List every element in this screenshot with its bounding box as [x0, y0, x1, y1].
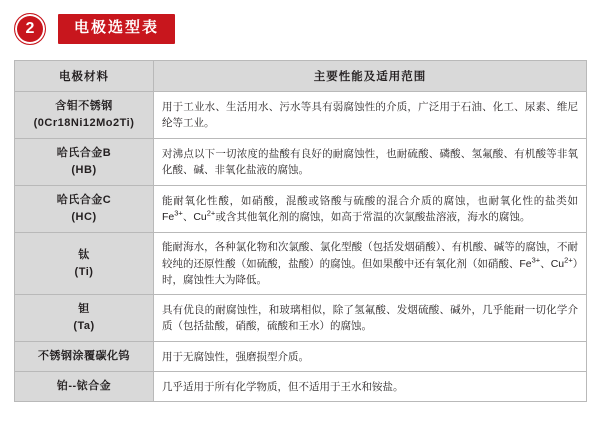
cell-material	[15, 92, 154, 139]
table-row	[15, 139, 587, 186]
material-code: (Ti)	[74, 265, 94, 278]
section-number-badge: 2	[14, 13, 46, 45]
cell-description: 用于工业水、生活用水、污水等具有弱腐蚀性的介质，广泛用于石油、化工、尿素、维尼纶等工业。	[154, 92, 587, 139]
table-row	[15, 233, 587, 295]
cell-material	[15, 233, 154, 295]
material-code: (HB)	[71, 164, 97, 177]
table-body	[15, 92, 587, 402]
cell-description: 用于无腐蚀性，强磨损型介质。	[154, 342, 587, 372]
electrode-selection-table	[14, 60, 587, 402]
material-name: 哈氏合金C	[56, 194, 112, 207]
cell-description: 几乎适用于所有化学物质，但不适用于王水和铵盐。	[154, 372, 587, 402]
cell-description: 能耐氧化性酸，如硝酸，混酸或铬酸与硫酸的混合介质的腐蚀，也耐氧化性的盐类如$Fe^{3+}$、$Cu^{2+}$或含其他氧化剂的腐蚀，如高于常温的次氯酸盐溶液，海水的腐蚀。	[154, 186, 587, 233]
table-header-row	[15, 61, 587, 92]
material-code: (Ta)	[73, 320, 95, 333]
material-name: 钛	[78, 248, 90, 261]
cell-description: 具有优良的耐腐蚀性，和玻璃相似，除了氢氟酸、发烟硫酸、碱外，几乎能耐一切化学介质（包括盐酸，硝酸，硫酸和王水）的腐蚀。	[154, 295, 587, 342]
table-row	[15, 92, 587, 139]
cell-description: 对沸点以下一切浓度的盐酸有良好的耐腐蚀性，也耐硫酸、磷酸、氢氟酸、有机酸等非氧化酸、碱、非氧化盐液的腐蚀。	[154, 139, 587, 186]
material-name: 铂--铱合金	[56, 380, 112, 393]
cell-material	[15, 139, 154, 186]
material-name: 哈氏合金B	[56, 147, 112, 160]
material-name: 钽	[78, 303, 90, 316]
cell-material	[15, 342, 154, 372]
page-title: 电极选型表	[58, 14, 175, 44]
cell-description: 能耐海水，各种氯化物和次氯酸、氯化型酸（包括发烟硝酸）、有机酸、碱等的腐蚀，不耐较纯的还原性酸（如硫酸，盐酸）的腐蚀。但如果酸中还有氧化剂（如硝酸、$Fe^{3+}$、$Cu^{2+}$）时，腐蚀性大为降低。	[154, 233, 587, 295]
material-name: 含钼不锈钢	[55, 100, 113, 112]
material-name: 不锈钢涂覆碳化钨	[38, 350, 130, 363]
cell-material	[15, 186, 154, 233]
table-row	[15, 372, 587, 402]
column-header-material: 电极材料	[15, 61, 154, 92]
section-header	[14, 12, 586, 46]
column-header-description: 主要性能及适用范围	[154, 61, 587, 92]
table-row	[15, 342, 587, 372]
cell-material	[15, 372, 154, 402]
table-row	[15, 295, 587, 342]
table-row	[15, 186, 587, 233]
material-code: (0Cr18Ni12Mo2Ti)	[33, 117, 135, 130]
material-code: (HC)	[71, 211, 97, 224]
cell-material	[15, 295, 154, 342]
